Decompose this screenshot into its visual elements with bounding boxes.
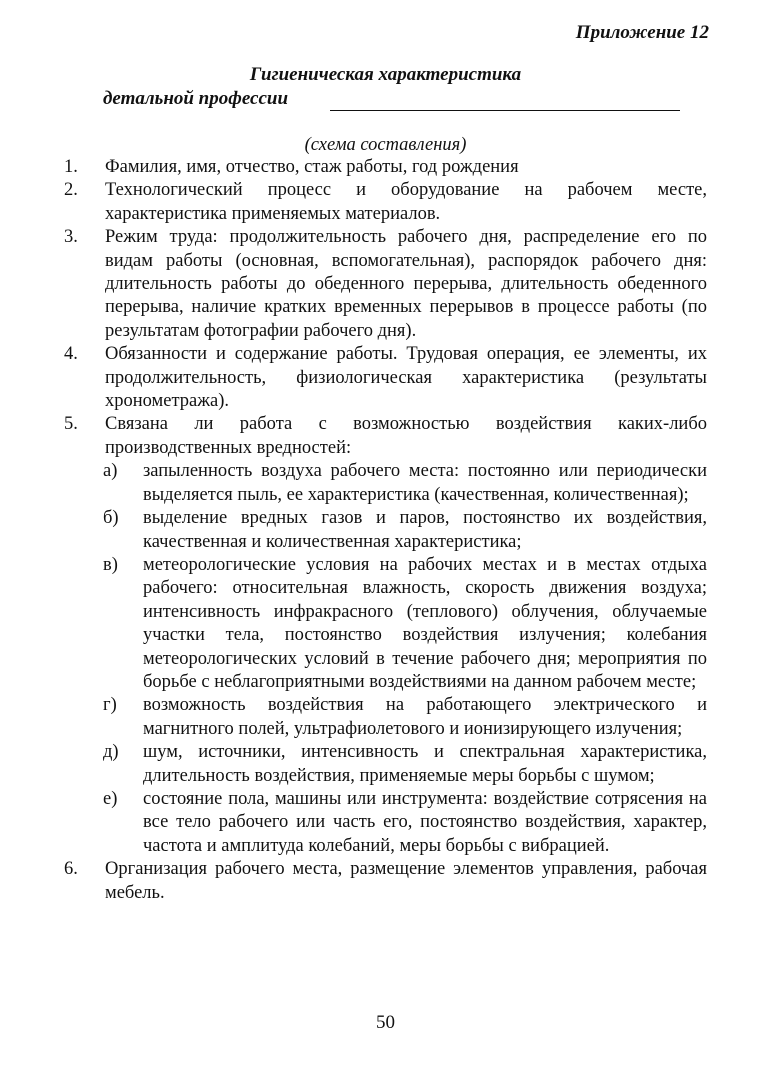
document-subtitle: детальной профессии (103, 88, 289, 109)
list-item (0, 343, 771, 413)
sub-list-item (0, 554, 771, 694)
sub-list-item (0, 788, 771, 858)
sub-item-letter: б) (103, 508, 119, 529)
item-number: 6. (64, 859, 78, 880)
document-body (0, 156, 771, 905)
item-text: Обязанности и содержание работы. Трудовая операция, ее элементы, их продолжительность, физиологическая характеристика (результаты хронометража). (105, 344, 707, 412)
sub-item-letter: в) (103, 554, 118, 575)
item-number: 1. (64, 157, 78, 177)
sub-list-item (0, 507, 771, 554)
scheme-note: (схема составления) (304, 135, 467, 155)
sub-item-text: выделение вредных газов и паров, постоянство их воздействия, качественная и количественная характеристика; (143, 508, 707, 552)
list-item (0, 226, 771, 343)
sub-item-text: шум, источники, интенсивность и спектральная характеристика, длительность воздействия, применяемые меры борьбы с шумом; (143, 742, 707, 786)
sub-item-text: запыленность воздуха рабочего места: постоянно или периодически выделяется пыль, ее характеристика (качественная, количественная); (143, 461, 707, 505)
sub-item-letter: е) (103, 788, 118, 809)
list-item (0, 179, 771, 226)
page-number: 50 (376, 1012, 395, 1033)
sub-item-letter: а) (103, 461, 118, 482)
item-text: Организация рабочего места, размещение элементов управления, рабочая мебель. (105, 859, 707, 903)
sub-list-item (0, 741, 771, 788)
list-item (0, 156, 771, 179)
list-item (0, 413, 771, 460)
sub-list-item (0, 694, 771, 741)
fill-in-blank-line (330, 110, 680, 111)
sub-item-text: возможность воздействия на работающего электрического и магнитного полей, ультрафиолетового и ионизирующего излучения; (143, 695, 707, 739)
sub-item-text: метеорологические условия на рабочих местах и в местах отдыха рабочего: относительная влажность, скорость движения воздуха; интенсивность инфракрасного (теплового) облучения, облучаемые участки тела, постоянство воздействия излучения; колебания метеорологических условий в течение рабочего дня; мероприятия по борьбе с неблагоприятными воздействиями на данном рабочем месте; (143, 554, 707, 692)
sub-item-letter: г) (103, 695, 117, 716)
item-number: 5. (64, 414, 78, 435)
appendix-label: Приложение 12 (575, 22, 709, 43)
sub-list-item (0, 460, 771, 507)
item-text: Режим труда: продолжительность рабочего дня, распределение его по видам работы (основная, вспомогательная), распорядок рабочего дня: длительность работы до обеденного перерыва, длительность обеденного перерыва, наличие кратких временных перерывов в процессе работы (по результатам фотографии рабочего дня). (105, 227, 707, 341)
document-title: Гигиеническая характеристика (249, 64, 522, 85)
sub-item-letter: д) (103, 742, 119, 763)
item-number: 4. (64, 344, 78, 365)
item-text: Фамилия, имя, отчество, стаж работы, год рождения (105, 157, 519, 177)
list-item (0, 858, 771, 905)
item-text: Технологический процесс и оборудование на рабочем месте, характеристика применяемых материалов. (105, 180, 707, 224)
sub-item-text: состояние пола, машины или инструмента: воздействие сотрясения на все тело рабочего или часть его, постоянство воздействия, характер, частота и амплитуда колебаний, меры борьбы с вибрацией. (143, 788, 707, 856)
item-number: 3. (64, 227, 78, 248)
item-number: 2. (64, 180, 78, 201)
item-text: Связана ли работа с возможностью воздействия каких-либо производственных вредностей: (105, 414, 707, 458)
